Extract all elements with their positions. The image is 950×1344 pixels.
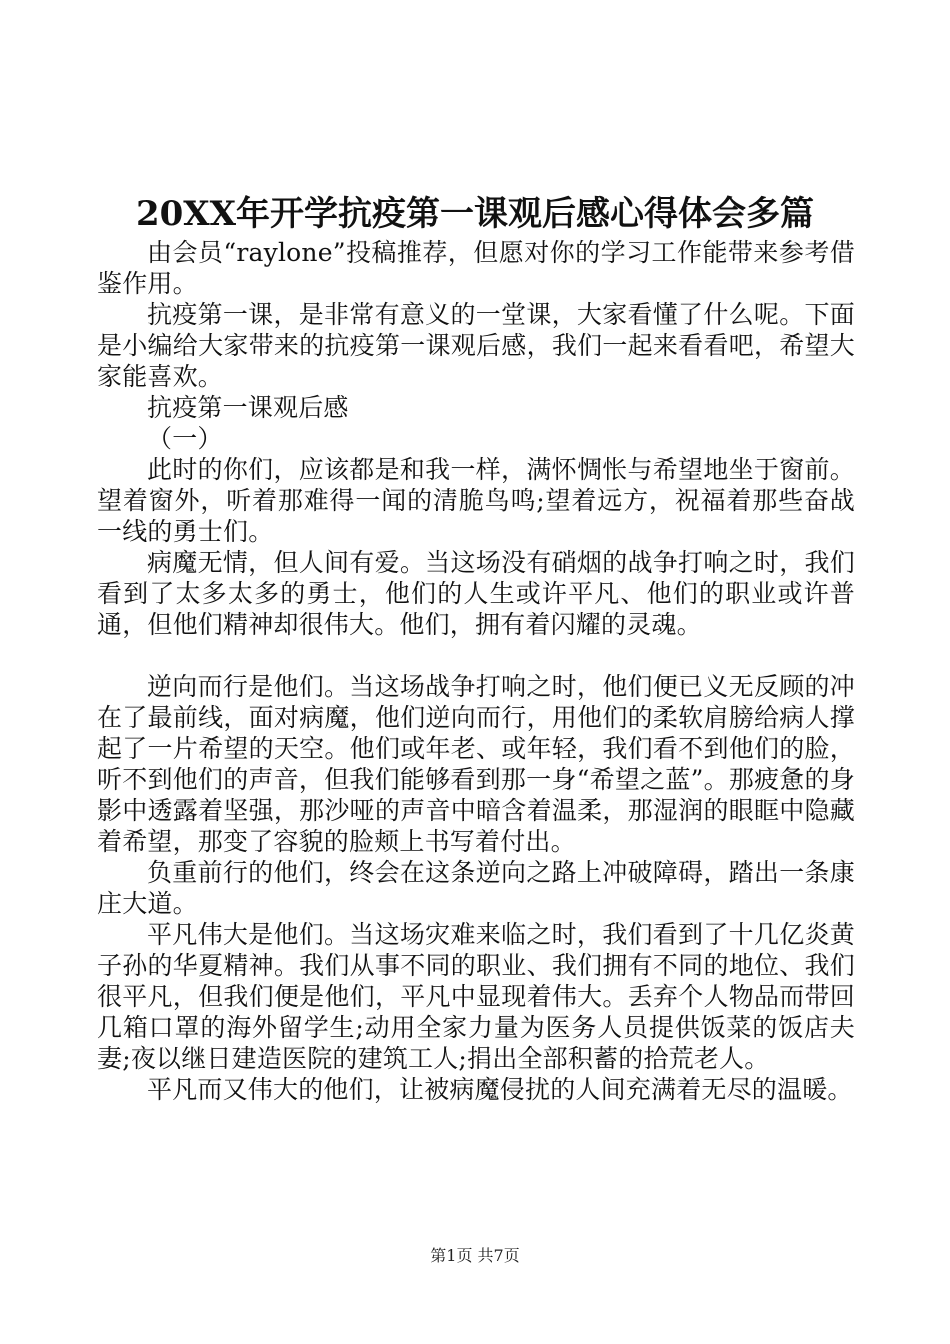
- section-number: （一）: [147, 424, 223, 453]
- paragraph-spacer: [97, 640, 855, 671]
- paragraph-burden: 负重前行的他们，终会在这条逆向之路上冲破障碍，踏出一条康庄大道。: [97, 858, 855, 918]
- page-number-footer: 第1页 共7页: [430, 1246, 520, 1265]
- paragraph-window: 此时的你们，应该都是和我一样，满怀惆怅与希望地坐于窗前。望着窗外，听着那难得一闻的清脆鸟鸣;望着远方，祝福着那些奋战一线的勇士们。: [97, 455, 855, 546]
- document-title: 20XX年开学抗疫第一课观后感心得体会多篇: [135, 194, 815, 234]
- document-body: [97, 237, 855, 1105]
- paragraph-retrograde: 逆向而行是他们。当这场战争打响之时，他们便已义无反顾的冲在了最前线，面对病魔，他们逆向而行，用他们的柔软肩膀给病人撑起了一片希望的天空。他们或年老、或年轻，我们看不到他们的脸，听不到他们的声音，但我们能够看到那一身“希望之蓝”。那疲惫的身影中透露着坚强，那沙哑的声音中暗含着温柔，那湿润的眼眶中隐藏着希望，那变了容貌的脸颊上书写着付出。: [97, 672, 855, 856]
- paragraph-ordinary: 平凡伟大是他们。当这场灾难来临之时，我们看到了十几亿炎黄子孙的华夏精神。我们从事不同的职业、我们拥有不同的地位、我们很平凡，但我们便是他们，平凡中显现着伟大。丢弃个人物品而带回几箱口罩的海外留学生;动用全家力量为医务人员提供饭菜的饭店夫妻;夜以继日建造医院的建筑工人;捐出全部积蓄的拾荒老人。: [97, 920, 855, 1073]
- paragraph-lesson: 抗疫第一课，是非常有意义的一堂课，大家看懂了什么呢。下面是小编给大家带来的抗疫第一课观后感，我们一起来看看吧，希望大家能喜欢。: [97, 300, 855, 391]
- section-heading: 抗疫第一课观后感: [147, 393, 349, 422]
- paragraph-heroes: 病魔无情，但人间有爱。当这场没有硝烟的战争打响之时，我们看到了太多太多的勇士，他们的人生或许平凡、他们的职业或许普通，但他们精神却很伟大。他们，拥有着闪耀的灵魂。: [97, 548, 855, 639]
- paragraph-intro: 由会员“raylone”投稿推荐，但愿对你的学习工作能带来参考借鉴作用。: [97, 238, 855, 298]
- paragraph-warmth: 平凡而又伟大的他们，让被病魔侵扰的人间充满着无尽的温暖。: [147, 1075, 853, 1104]
